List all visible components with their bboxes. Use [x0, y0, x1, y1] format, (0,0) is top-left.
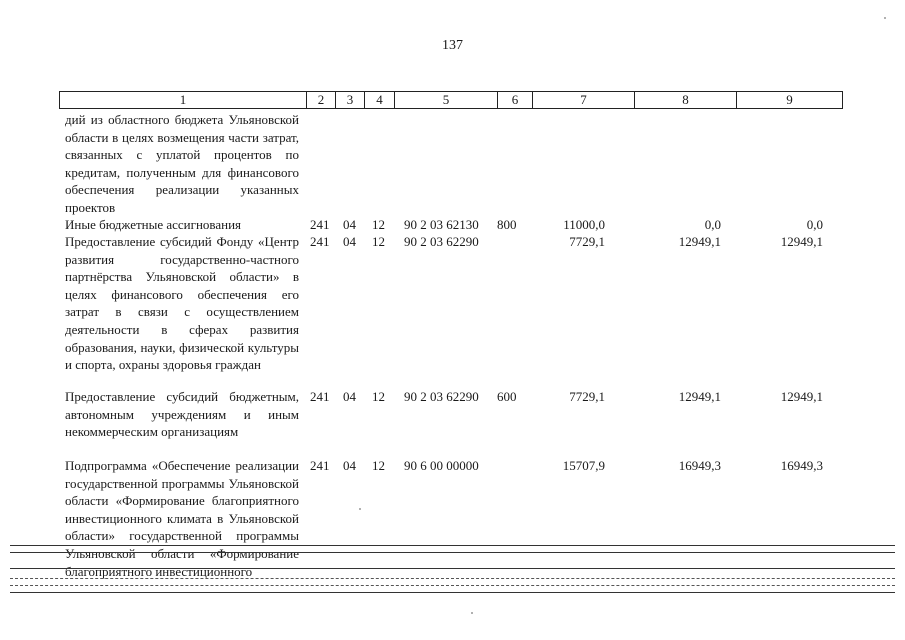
table-row-1-col-4: 12 [372, 217, 385, 232]
table-row-1-col-6: 800 [497, 217, 517, 232]
scan-cut-line-dashed [10, 585, 895, 586]
table-row-4-col-8: 16949,3 [678, 458, 721, 473]
table-row-3-col-6: 600 [497, 389, 517, 404]
scan-cut-line [10, 592, 895, 593]
table-row-0-description: дий из областного бюджета Ульяновской области в целях возмещения части затрат, связанных с уплатой процентов по кредитам, полученным для финансового обеспечения реализации указанных проектов [65, 112, 299, 215]
table-row-3-col-4: 12 [372, 389, 385, 404]
table-row-2-col-5: 90 2 03 62290 [404, 234, 479, 249]
table-row-1-col-7: 11000,0 [563, 217, 605, 232]
table-header [59, 91, 843, 109]
scan-speck [471, 612, 473, 614]
table-row-3-col-3: 04 [343, 389, 356, 404]
table-row-2-col-7: 7729,1 [569, 234, 605, 249]
scan-cut-line [10, 568, 895, 569]
table-row-1-col-2: 241 [310, 217, 330, 232]
header-col-2: 2 [306, 92, 335, 108]
table-row-1-col-8: 0,0 [704, 217, 721, 232]
table-row-1-description: Иные бюджетные ассигнования [65, 217, 242, 232]
header-col-7: 7 [532, 92, 634, 108]
header-col-9: 9 [736, 92, 842, 108]
table-row-2-col-4: 12 [372, 234, 385, 249]
scan-cut-line [10, 545, 895, 546]
table-row-2-col-2: 241 [310, 234, 330, 249]
table-row-2-col-3: 04 [343, 234, 356, 249]
table-row-2-col-9: 12949,1 [780, 234, 823, 249]
table-row-4-col-5: 90 6 00 00000 [404, 458, 479, 473]
scan-speck [359, 508, 361, 510]
table-row-4-col-9: 16949,3 [780, 458, 823, 473]
scan-speck [884, 17, 886, 19]
header-col-6: 6 [497, 92, 532, 108]
table-row-4-col-7: 15707,9 [562, 458, 605, 473]
header-col-3: 3 [335, 92, 364, 108]
table-row-4-col-4: 12 [372, 458, 385, 473]
header-col-1: 1 [179, 92, 187, 107]
header-col-4: 4 [364, 92, 394, 108]
table-row-4-col-3: 04 [343, 458, 356, 473]
table-row-1-col-5: 90 2 03 62130 [404, 217, 479, 232]
table-row-4-description: Подпрограмма «Обеспечение реализации государственной программы Ульяновской области «Формирование благоприятного инвестиционного климата в Ульяновской области» государственной программы Ульяновской области «Формирование благоприятного инвестиционного [65, 458, 299, 579]
scan-cut-line [10, 552, 895, 553]
table-row-3-col-8: 12949,1 [678, 389, 721, 404]
table-row-1-col-3: 04 [343, 217, 356, 232]
table-row-3-description: Предоставление субсидий бюджетным, автономным учреждениям и иным некоммерческим организациям [65, 389, 299, 440]
table-row-4-col-2: 241 [310, 458, 330, 473]
table-row-1-col-9: 0,0 [806, 217, 823, 232]
header-col-5: 5 [394, 92, 497, 108]
table-row-3-col-7: 7729,1 [569, 389, 605, 404]
table-row-3-col-5: 90 2 03 62290 [404, 389, 479, 404]
header-col-8: 8 [634, 92, 736, 108]
table-row-2-description: Предоставление субсидий Фонду «Центр развития государственно-частного партнёрства Ульяновской области» в целях финансового обеспечения его затрат в связи с осуществлением деятельности в сферах развития образования, науки, физической культуры и спорта, охраны здоровья граждан [65, 234, 299, 373]
scan-cut-line-dashed [10, 578, 895, 579]
table-row-3-col-2: 241 [310, 389, 330, 404]
table-row-2-col-8: 12949,1 [678, 234, 721, 249]
page-number: 137 [442, 38, 463, 53]
table-row-3-col-9: 12949,1 [780, 389, 823, 404]
